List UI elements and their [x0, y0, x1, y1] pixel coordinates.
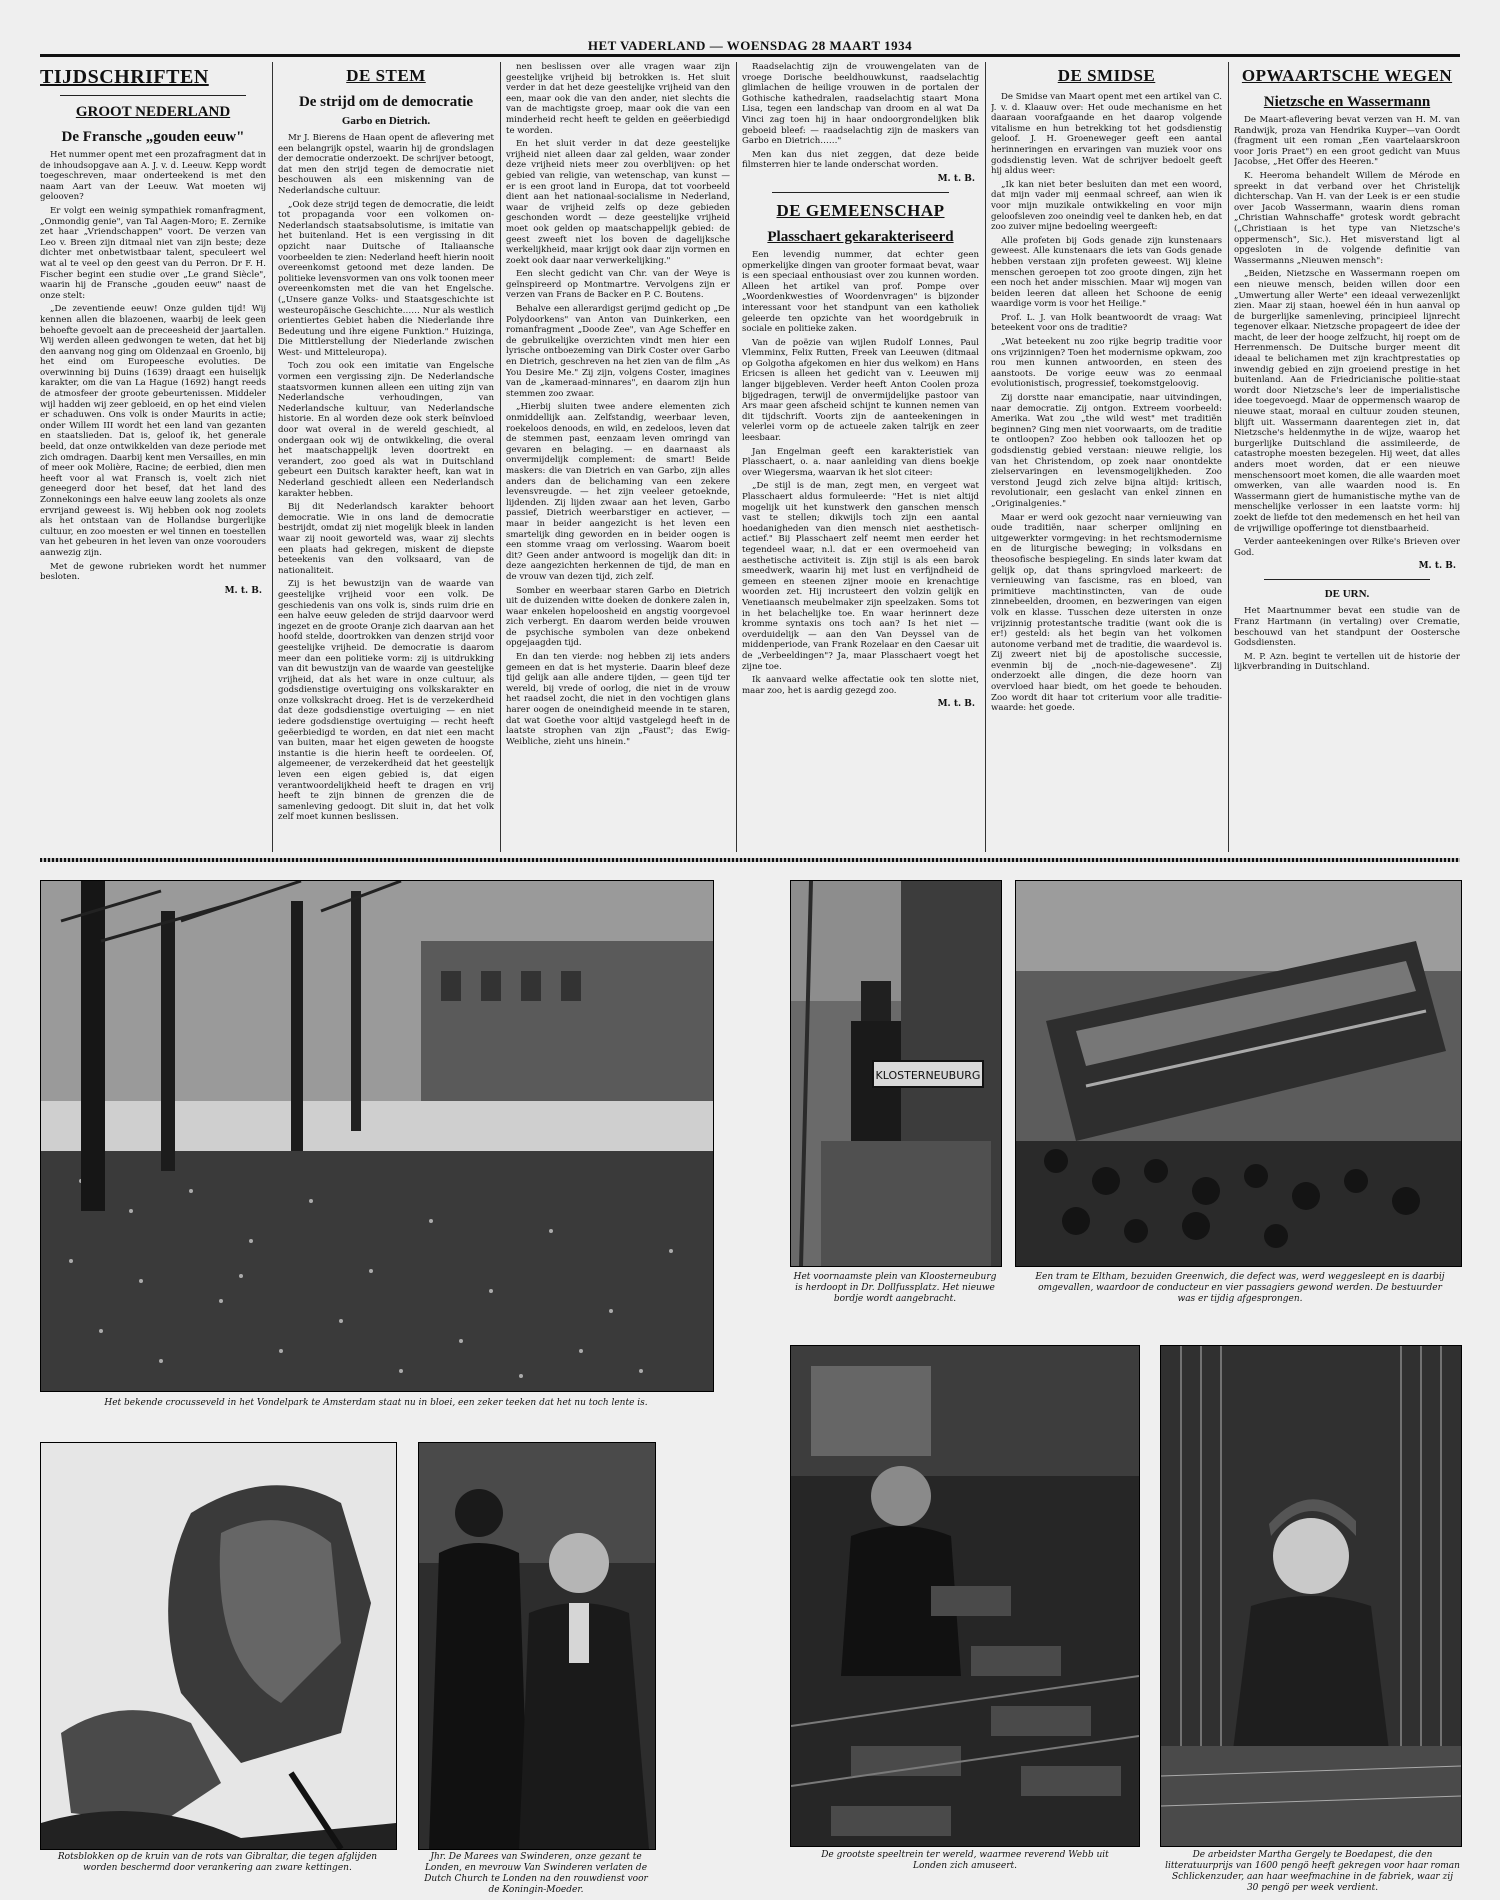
- signature: M. t. B.: [937, 699, 975, 710]
- column-divider: [736, 62, 737, 852]
- paragraph: Verder aanteekeningen over Rilke's Brieven over God.: [1234, 537, 1460, 558]
- section-divider: [40, 858, 1460, 862]
- paragraph: En dan ten vierde: nog hebben zij iets anders gemeen en dat is het mysterie. Daarin bleef deze tijd gelijk aan alle andere tijden, — geen tijd ter wereld, bij vrede of oorlog, die niet in de vrouw het raadsel zocht, die niet in den vochtigen glans harer oogen de oneindigheid meende in te staren, dat wat Goethe voor altijd vastgelegd heeft in de laatste strophen van zijn „Faust"; das Ewig-Weibliche, zieht uns hinein.": [506, 652, 730, 747]
- paragraph: Maar er werd ook gezocht naar vernieuwing van oude traditiën, naar scherper omlijning en uitgewerkter vormgeving: in het rechtsmodernisme en de liturgische beweging; in volksdans en theosofische bespiegeling. En sinds later kwam dat gelijk op, dat thans springvloed markeert: de vernieuwing van fascisme, ras en bloed, van primitieve machtinstincten, van de oude zinnebeelden, droomen, en bezweringen van eigen volk en klasse. Tusschen deze uitersten in onze vrijzinnig protestantsche traditie (want ook die is er!) gesteld: als het begin van het volkomen autonome verband met de traditie, die waardevol is. Zij zweert niet bij de apostolische successie, evenmin bij de „noch-nie-dagewesene". Zij onderzoekt alle dingen, die deze hoorn van overvloed haar biedt, om het goede te behouden. Zoo wordt dit haar tot criterium voor alle traditie-waarde: het goede.: [991, 512, 1222, 714]
- section-heading: DE STEM: [346, 66, 426, 85]
- column-divider: [272, 62, 273, 852]
- masthead: HET VADERLAND — WOENSDAG 28 MAART 1934: [587, 38, 913, 53]
- paragraph: Jan Engelman geeft een karakteristiek van Plasschaert, o. a. naar aanleiding van diens boekje over Wiegersma, waarvan ik het slot citeer:: [742, 446, 979, 478]
- envoy-caption: Jhr. De Marees van Swinderen, onze gezant te Londen, en mevrouw Van Swinderen verlaten de Dutch Church te Londen na den rouwdienst voor de Koningin-Moeder.: [424, 1852, 648, 1895]
- toy-train-caption: De grootste speeltrein ter wereld, waarmee reverend Webb uit Londen zich amuseert.: [821, 1850, 1109, 1871]
- paragraph: Met de gewone rubrieken wordt het nummer besloten.: [40, 561, 266, 583]
- crocus-field-image: [41, 881, 713, 1391]
- column-tijdschriften: [40, 62, 266, 852]
- crocus-caption: Het bekende crocusseveld in het Vondelpark te Amsterdam staat nu in bloei, een zeker teeken dat het nu toch lente is.: [104, 1398, 648, 1408]
- signature: M. t. B.: [937, 173, 975, 184]
- rule: [1264, 579, 1430, 580]
- paragraph: „Ook deze strijd tegen de democratie, die leidt tot propaganda voor een volkomen on-Nederlandsch staatsabsolutisme, is imitatie van het buitenland. Het is een vergissing in dit opzicht naar Duitsche of Italiaansche voorbeelden te zien: Nederland heeft hierin nooit overeenkomst getoond met deze landen. De politieke levensvormen van ons volk toonen meer overeenkomsten met die van het Engelsche. („Unsere ganze Volks- und Staatsgeschichte ist westeuropäische Geschichte…… Nur als westlich orientiertes Gebiet haben die Niederlande ihre Bedeutung und ihre eigene Funktion." Huizinga, Die Mittlerstellung der Niederlande zwischen West- und Mitteleuropa).: [278, 199, 494, 358]
- street-sign-image: [791, 881, 1001, 1266]
- column-de-gemeenschap: [742, 62, 979, 852]
- signature: M. t. B.: [224, 585, 262, 596]
- paragraph: „Beiden, Nietzsche en Wassermann roepen om een nieuwe mensch, beiden willen door een „Umwertung aller Werte" een ideaal verwezenlijkt zien. Maar zij staan, hoewel één in hun aanval op de burgerlijke samenleving, principieel lijnrecht tegenover elkaar. Nietzsche propageert de idee der macht, de leer der hooge zelfzucht, hij roept om de Herrenmensch. De Duitsche burger meent dit ideaal te belichamen met zijn krachtprestaties op inwendig gebied en zijn groeiend prestige in het buitenland. Aan de Friedricianische politie-staat wordt door Nietzsche's leer de imperialistische idee toegevoegd. Maar de oppermensch waarop de nieuwe staat, moraal en cultuur zouden steunen, blijft uit. Wassermann daarentegen ziet in, dat Nietzsche's heldenmythe in de wijze, waarop het burgerlijke Duitschland die assimileerde, de catastrophe moesten bezegelen. Hij weet, dat alles anders moet worden, dat er een nieuwe menschensoort moet komen, die alle waarden moet omwerken, van alle waarden nood is. En Wassermann giert de humanistische mythe van de menschelijke verlosser in een laatste vorm: hij zoekt de liefde tot den medemensch en het heil van de vrijwillige opofferinge tot dienstbaarheid.: [1234, 269, 1460, 534]
- section-heading: DE GEMEENSCHAP: [776, 200, 945, 220]
- paragraph: Het Maartnummer bevat een studie van de Franz Hartmann (in vertaling) over Crematie, beschouwd van het standpunt der Oostersche Godsdiensten.: [1234, 606, 1460, 649]
- paragraph: De Smidse van Maart opent met een artikel van C. J. v. d. Klaauw over: Het oude mechanisme en het daaraan voorafgaande en het daarop volgende vitalisme en hun betrekking tot het godsdienstig geloof. J. H. Groeneweger geeft een aantal herinneringen en ervaringen van muziek voor ons godsdienstig leven. Wat de schrijver bedoelt geeft hij aldus weer:: [991, 92, 1222, 177]
- column-de-stem-continued: [506, 62, 730, 852]
- paragraph: „Ik kan niet beter besluiten dan met een woord, dat mijn vader mij eenmaal schreef, aan wien ik voor mijn muzikale ontwikkeling en voor mijn geloofsleven zoo oneindig veel te danken heb, en dat zoo zuiver mijne bedoeling weergeeft:: [991, 179, 1222, 233]
- masthead-rule: [40, 54, 1460, 57]
- article-title: Nietzsche en Wassermann: [1263, 94, 1431, 110]
- worker-loom-photo: [1160, 1345, 1462, 1847]
- paragraph: „De zeventiende eeuw! Onze gulden tijd! Wij kennen allen die blazoenen, waarbij de leek geen behoefte gevoelt aan de preceesheid der jaartallen. Wij werden alleen gedwongen te weten, dat het bij den aanvang nog ging om Oldenzaal en Groenlo, bij het eind om Europeesche evoluties. De overwinning bij Duins (1639) draagt een huiselijk karakter, om die van La Hague (1692) hangt reeds de atmosfeer der groote gebeurtenissen. Middeler wijl hadden wij zeer gebloeid, en op het eind vielen er schaduwen. Ons volk is onder Maurits in actie; onder Willem III wordt het een land van gezanten en staatslieden. Dat is, geloof ik, het generale beeld, dat onze ontwikkelden van deze periode met zich omdragen. Daarbij kent men Versailles, en min of meer ook Molière, Racine; de eerbied, dien men heeft voor al wat Fransch is, voelt zich niet geneegerd door het besef, dat het land des Zonnekonings een halve eeuw lang zoolets als onze ervrijand geweest is. Wij hebben ook nog zoolets als het ontstaan van de Hollandse burgerlijke cultuur, en zoo moesten er wel tinnen en toestellen van het gebeuren in het leven van onze voorouders aanwezig zijn.: [40, 304, 266, 558]
- paragraph: De Maart-aflevering bevat verzen van H. M. van Randwijk, proza van Hendrika Kuyper—van Oordt (fragment uit een roman „Een vaartelaarskroon voor Joris Praet") en een groot gedicht van Muus Jacobse, „Het Offer des Heeren.": [1234, 115, 1460, 168]
- column-de-smidse: [991, 62, 1222, 852]
- gibraltar-rocks-image: [41, 1443, 396, 1849]
- magazine-name: GROOT NEDERLAND: [75, 104, 231, 120]
- paragraph: Behalve een allerardigst gerijmd gedicht op „De Polydoorkens" van Anton van Duinkerken, een romanfragment „Doode Zee", van Age Scheffer en de gebruikelijke overzichten vindt men hier een lyrische ontboezeming van Dirk Coster over Garbo en Dietrich, geschreven na het zien van de film „As You Desire Me." Zij zijn, volgens Coster, imagines van de „kameraad-minnares", en daarom zijn hun stemmen zoo zwaar.: [506, 304, 730, 399]
- rule: [772, 192, 949, 193]
- paragraph: Van de poëzie van wijlen Rudolf Lonnes, Paul Vlemminx, Felix Rutten, Freek van Leeuwen (ditmaal op Golgotha afgekomen en hier dus welkom) en Hans Ericsen is alleen het gedicht van v. Leeuwen mij langer bijgebleven. Verder heeft Anton Coolen proza bijgedragen, terwijl de onvermijdelijke pastoor van Ars maar geen afscheid schijnt te kunnen nemen van dit tijdschrift. Voorts zijn de aanteekeningen in velerlei vorm op de actueele zaken talrijk en zeer leesbaar.: [742, 337, 979, 444]
- street-sign-photo: [790, 880, 1002, 1267]
- paragraph: Er volgt een weinig sympathiek romanfragment, „Onmondig genie", van Tal Aagen-Moro; E. Zernike zet haar „Vriendschappen" voort. De verzen van Leo v. Breen zijn ditmaal niet van zijn beste; deze dichter met onbetwistbaar talent, speculeert wel wat al te veel op den geest van du Perron. Dr F. H. Fischer begint een studie over „Le grand Siècle", waarin hij de Fransche „gouden eeuw" naast de onze stelt:: [40, 205, 266, 301]
- column-divider: [1228, 62, 1229, 852]
- signature: M. t. B.: [1418, 561, 1456, 572]
- envoy-image: [419, 1443, 655, 1849]
- gibraltar-rocks-caption: Rotsblokken op de kruin van de rots van Gibraltar, die tegen afglijden worden beschermd door verankering aan zware kettingen.: [57, 1852, 378, 1873]
- street-sign-caption: Het voornaamste plein van Kloosterneuburg is herdoopt in Dr. Dollfussplatz. Het nieuwe bordje wordt aangebracht.: [793, 1272, 997, 1304]
- paragraph: Een levendig nummer, dat echter geen opmerkelijke dingen van grooter formaat bevat, waar is een speciaal enthousiast over zou kunnen worden. Alleen het artikel van prof. Pompe over „Woordenkwesties of Woordenvragen" is bijzonder interessant voor het standpunt van een katholiek geleerde ten opzichte van het woordgebruik in sociale en politieke zaken.: [742, 249, 979, 335]
- section-heading: TIJDSCHRIFTEN: [40, 66, 209, 88]
- envoy-photo: [418, 1442, 656, 1850]
- rule: [60, 95, 246, 96]
- crocus-field-photo: [40, 880, 714, 1392]
- paragraph: Mr J. Bierens de Haan opent de aflevering met een belangrijk opstel, waarin hij de grondslagen der democratie onderzoekt. De schrijver betoogt, dat men den strijd tegen de democratie niet beschouwen als een miskenning van de Nederlandsche cultuur.: [278, 133, 494, 196]
- tram-accident-photo: [1015, 880, 1462, 1267]
- worker-loom-caption: De arbeidster Martha Gergely te Boedapest, die den litteratuurprijs van 1600 pengö heeft gekregen voor haar roman Schlickenzuder, aan haar weefmachine in de fabriek, waar zij 30 pengö per week verdient.: [1165, 1850, 1460, 1893]
- section-heading: DE SMIDSE: [1057, 66, 1156, 85]
- article-subtitle: Garbo en Dietrich.: [341, 115, 431, 127]
- paragraph: Zij is het bewustzijn van de waarde van geestelijke vrijheid voor een volk. De geschiedenis van ons volk is, sinds ruim drie en een halve eeuw geleden de strijd daarvoor werd ingezet en de groote Oranje zich daarvan aan het hoofd stelde, doortrokken van denzen strijd voor geestelijke vrijheid. De democratie is daarom meer dan een politieke vorm: zij is uitdrukking van dit bewustzijn van de waarde van geestelijke vrijheid, dat als het ware in onze cultuur, als godsdienstige overtuiging ons volkskarakter en onze volkskracht droeg. Het is de verzekerdheid dat deze godsdienstige overtuiging — en niet iedere godsdienstige overtuiging — recht heeft geëerbiedigd te worden, en dat niet een macht van buiten, maar het eigen geweten de hoogste instantie is die hierin heeft te oordeelen. Of, algemeener, de verzekerdheid dat het geestelijk leven een eigen gebied is, dat eigen verantwoordelijkheid heeft te dragen en vrij heeft te zijn binnen de grenzen die de samenleving gedoogt. Dit sluit in, dat het volk zelf moet kunnen beslissen.: [278, 579, 494, 823]
- toy-train-image: [791, 1346, 1139, 1846]
- column-divider: [985, 62, 986, 852]
- section-heading: DE URN.: [1324, 588, 1370, 601]
- article-title: De Fransche „gouden eeuw": [61, 129, 245, 145]
- paragraph: „De stijl is de man, zegt men, en vergeet wat Plasschaert aldus formuleerde: "Het is niet altijd mogelijk uit het kunstwerk den ganschen mensch vast te stellen; dikwijls toch zijn een aantal hoedanigheden van dien mensch niet aesthetisch-actief." Bij Plasschaert zelf neemt men eerder het tegendeel waar, n.l. dat er een overmoeheid van aesthetische activiteit is. Zijn stijl is als een barok smeedwerk, waarin hij met lust en verfijndheid de gemeen en steenen zijner mooie en krenachtige woorden zet. Hij incrusteert den volzin gelijk en Venetiaansch meubelmaker zijn speelzaken. Soms tot in het belachelijke toe. En waar herinnert deze kromme syntaxis ons toch aan? Is het niet — overduidelijk — aan den Van Deyssel van de middenperiode, van Frank Rozelaar en den Caesar uit de „Verbeeldingen"? Ja, maar Plasschaert voegt het zijne toe.: [742, 481, 979, 672]
- paragraph: Somber en weerbaar staren Garbo en Dietrich uit de duizenden witte doeken de donkere zalen in, waar enkelen hopeloosheid en angstig voorgevoel zich verbergt. En daarom werden beide vrouwen de psychische symbolen van deze onbekend opgejaagden tijd.: [506, 585, 730, 649]
- paragraph: „Hierbij sluiten twee andere elementen zich onmiddellijk aan. Zelfstandig, weerbaar leven, roekeloos denoods, en wild, en zedeloos, leven dat de stemmen past, eenzaam leven omringd van gevaren en belaging. — en daarnaast als onvermijdelijk complement: de smart! Beide maskers: die van Dietrich en van Garbo, zijn alles anders dan de belichaming van een zekere levensvreugde. — het zijn veeleer getoeknde, lijdenden. Zij lijden zwaar aan het leven, Garbo passief, Dietrich weerbarstiger en actiever, — maar in beider aangezicht is het leven een smartelijk ding geworden en in beider oogen is een stomme vraag om verlossing. Waarom boeit dit? Geen ander antwoord is mogelijk dan dit: in deze aangezichten herkennen de tijd, de man en de vrouw van dezen tijd, zich zelf.: [506, 402, 730, 582]
- paragraph: Een slecht gedicht van Chr. van der Weye is geïnspireerd op Montmartre. Vervolgens zijn er verzen van Frans de Backer en P. C. Boutens.: [506, 269, 730, 301]
- worker-loom-image: [1161, 1346, 1461, 1846]
- paragraph: K. Heeroma behandelt Willem de Mérode en spreekt in dat verband over het Christelijk dichterschap. Van H. van der Leek is er een studie over Jacob Wassermann, waarin diens roman „Christian Wahnschaffe" grotesk wordt gebracht („Christiaan is het type van Nietzsche's oppermensch", Sic.). Het misverstand ligt al opgesloten in de volgende definitie van Wassermanns „Nieuwen mensch":: [1234, 170, 1460, 266]
- article-title: Plasschaert gekarakteriseerd: [767, 228, 954, 245]
- paragraph: En het sluit verder in dat deze geestelijke vrijheid niet alleen daar zal gelden, waar zonder deze vrijheid niets meer zou overblijven: op het gebied van religie, van wetenschap, van kunst — er is een groot land in Europa, dat tot voorbeeld dient aan het nationaal-socialisme in Nederland, waar de vrijheid zelfs op deze gebieden geschonden wordt — deze geestelijke vrijheid moet ook gelden op maatschappelijk gebied: de geest zweeft niet los boven de dagelijksche werkelijkheid, maar krijgt ook daar zijn vormen en zoekt ook daar naar verwerkelijking.": [506, 139, 730, 266]
- gibraltar-rocks-photo: [40, 1442, 397, 1850]
- column-de-stem: [278, 62, 494, 852]
- toy-train-photo: [790, 1345, 1140, 1847]
- paragraph: „Wat beteekent nu zoo rijke begrip traditie voor ons vrijzinnigen? Toen het modernisme opkwam, zoo rou men kunnen antwoorden, en steen des aanstoots. De vorige eeuw was zo eenmaal evolutionistisch, progressief, toekomstgeloovig.: [991, 337, 1222, 390]
- paragraph: Het nummer opent met een prozafragment dat in de inhoudsopgave aan A. J. v. d. Leeuw. Kepp wordt toegeschreven, maar onderteekend is met den naam Aart van der Leeuw. Wat moeten wij gelooven?: [40, 150, 266, 203]
- paragraph: Toch zou ook een imitatie van Engelsche vormen een vergissing zijn. De Nederlandsche staatsvormen kunnen alleen een uiting zijn van Nederlandsche verhoudingen, van Nederlandsche kultuur, van Nederlandsche historie. En al worden deze ook sterk beïnvloed door wat overal in de wereld geschiedt, al ondergaan ook wij de ontwikkeling, die overal het maatschappelijk leven doortrekt en verandert, zoo goed als wat in Duitschland gebeurt een Duitsch karakter heeft, kan wat in Nederland geschiedt alleen een Nederlandsch karakter hebben.: [278, 361, 494, 499]
- paragraph: Alle profeten bij Gods genade zijn kunstenaars geweest. Alle kunstenaars die iets van Gods genade hebben verstaan zijn profeten geweest. Wij kleine menschen geroepen tot zoo groote dingen, zijn het een noch het ander misschien. Maar wij mogen van beiden leeren dat alleen het Schoone de eenig waardige vorm is voor het Heilige.": [991, 235, 1222, 310]
- article-title: De strijd om de democratie: [298, 94, 474, 110]
- paragraph: Zij dorstte naar emancipatie, naar uitvindingen, naar democratie. Zij ontgon. Extreem voorbeeld: Amerika. Wat zou „the wild west" met traditiën beginnen? Ging men niet voorwaarts, om de traditie te ontloopen? Zoo hebben ook talloozen het op godsdienstig gebied verstaan: nieuwe religie, los van het Christendom, op zoek naar onontdekte zielservaringen en levensmogelijkheden. Zoo verstond Jeugd zich zelve bijna altijd: kritisch, revolutionair, een geslacht van enkel zinnen en „Originalgenies.": [991, 393, 1222, 509]
- column-divider: [500, 62, 501, 852]
- paragraph: Prof. L. J. van Holk beantwoordt de vraag: Wat beteekent voor ons de traditie?: [991, 312, 1222, 334]
- paragraph: Raadselachtig zijn de vrouwengelaten van de vroege Dorische beeldhouwkunst, raadselachtig glimlachen de heilige vrouwen in de portalen der Gothische kathedralen, raadselachtig staart Mona Lisa, tegen een landschap van droom en al wat Da Vinci zag toen hij in haar ondoorgrondelijken blik geboeid bleef: — raadselachtig zijn de maskers van Garbo en Dietrich……": [742, 62, 979, 147]
- section-heading: OPWAARTSCHE WEGEN: [1241, 66, 1453, 85]
- column-opwaartsche-wegen: [1234, 62, 1460, 852]
- street-sign-text: KLOSTERNEUBURG: [875, 1069, 981, 1082]
- paragraph: M. P. Azn. begint te vertellen uit de historie der lijkverbranding in Duitschland.: [1234, 651, 1460, 673]
- paragraph: nen beslissen over alle vragen waar zijn geestelijke vrijheid bij betrokken is. Het sluit verder in dat het deze geestelijke vrijheid van den een, maar ook die van den ander, niet slechts die van de machtigste groep, maar ook die van een minderheid recht heeft te gelden en geëerbiedigd te worden.: [506, 62, 730, 136]
- paragraph: Ik aanvaard welke affectatie ook ten slotte niet, maar zoo, het is aardig gezegd zoo.: [742, 675, 979, 696]
- tram-accident-caption: Een tram te Eltham, bezuiden Greenwich, die defect was, werd weggesleept en is daarbij omgevallen, waardoor de conducteur en vier passagiers gewond werden. De bestuurder was er tijdig afgesprongen.: [1035, 1272, 1445, 1304]
- paragraph: Bij dit Nederlandsch karakter behoort democratie. Wie in ons land de democratie bestrijdt, omdat zij niet mogelijk bleek in landen waar zij nooit geworteld was, waar zij slechts een plaats had gekregen, miskent de diepste beteekenis van den volksaard, van de nationaliteit.: [278, 502, 494, 576]
- tram-accident-image: [1016, 881, 1461, 1266]
- paragraph: Men kan dus niet zeggen, dat deze beide filmsterren hier te lande onderschat worden.: [742, 149, 979, 171]
